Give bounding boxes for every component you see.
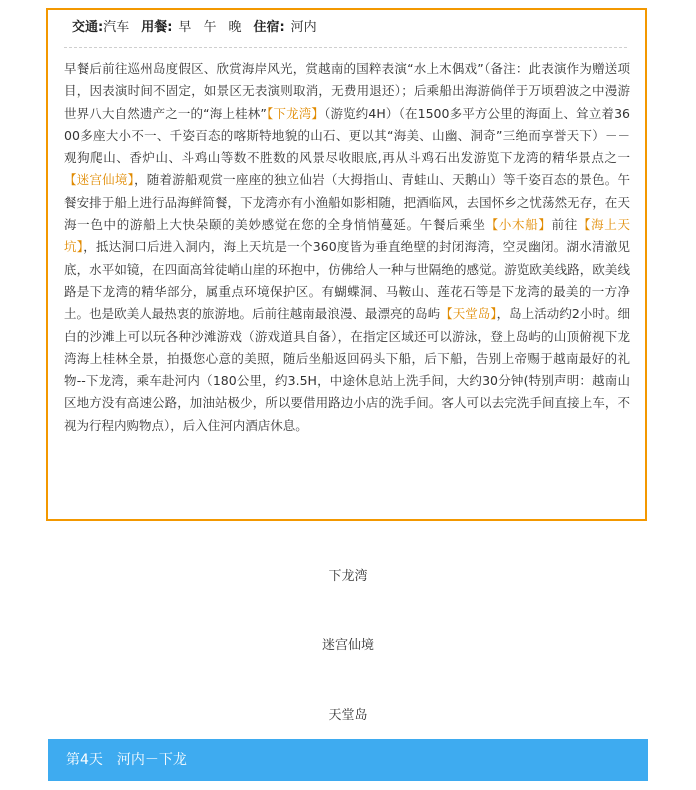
desc-text: （游览约4H）（在1500多平方公里的海面上、耸立着3600多座大小不一、千姿百态的喀斯特地貌的山石、更以其“海美、山幽、洞奇”三绝而享誉天下）－－观狗爬山、香炉山、斗鸡山等数不胜数的风景尽收眼底,再从斗鸡石出发游览下龙湾的精华景点之一 (64, 105, 630, 166)
desc-text: ，随着游船观赏一座座的独立仙岩（大拇指山、青蛙山、天鹅山）等千姿百态的景色。午餐安排于船上进行品海鲜简餐，下龙湾亦有小渔船如影相随，把酒临风，去国怀乡之忧荡然无存，在天海一色中的游船上大快朵颐的美妙感觉在您的全身悄悄蔓延。午餐后乘坐 (64, 172, 630, 233)
transport-label: 交通: (72, 20, 104, 35)
day-4-header[interactable] (48, 739, 648, 781)
day-label: 第4天 (66, 752, 103, 768)
day-info-row (72, 18, 317, 38)
highlight-small-boat: 【小木船】 (485, 217, 552, 233)
meal-breakfast: 早 (178, 20, 192, 35)
desc-text: ，岛上活动约2小时。细白的沙滩上可以玩各种沙滩游戏（游戏道具自备），在指定区域还可以游泳，登上岛屿的山顶俯视下龙湾海上桂林全景，拍摄您心意的美照，随后坐船返回码头下船，后下船，告别上帝赐于越南最好的礼物--下龙湾，乘车赴河内（180公里，约3.5H，中途休息站上洗手间，大约30分钟(特别声明：越南山区地方没有高速公路，加油站极少，所以要借用路边小店的洗手间。客人可以去完洗手间直接上车，不视为行程内购物点），后入住河内酒店休息。 (64, 306, 630, 433)
desc-text: 早餐后前往巡州岛度假区、欣赏海岸风光，赏越南的国粹表演“水上木偶戏”（备注：此表演作为赠送项目，因表演时间不固定，如景区无表演则取消，无费用退还）；后乘船出海游倘佯于万顷碧波之中漫游世界八大自然遗产之一的“海上桂林” (64, 61, 630, 121)
day-detail-box (46, 8, 647, 521)
photo-caption-migong: 迷宫仙境 (321, 638, 374, 653)
itinerary-description (64, 58, 630, 437)
desc-text: ，抵达洞口后进入洞内，海上天坑是一个360度皆为垂直绝壁的封闭海湾，空灵幽闭。湖水清澈见底，水平如镜，在四面高耸徒峭山崖的环抱中，仿佛给人一种与世隔绝的感觉。游览欧美线路，欧美线路是下龙湾的精华部分，属重点环境保护区。有蝴蝶洞、马鞍山、莲花石等是下龙湾的最美的一方净土。也是欧美人最热衷的旅游地。后前往越南最浪漫、最漂亮的岛屿 (64, 239, 630, 322)
meal-lunch: 午 (203, 20, 217, 35)
photo-caption-tiantang: 天堂岛 (328, 708, 368, 723)
meals-label: 用餐: (141, 20, 173, 35)
divider (64, 47, 627, 48)
highlight-tiantang-island: 【天堂岛】 (440, 306, 497, 322)
stay-value: 河内 (290, 20, 317, 35)
highlight-xialongwan: 【下龙湾】 (266, 105, 325, 121)
photo-caption-xialongwan: 下龙湾 (328, 569, 368, 584)
highlight-migong: 【迷宫仙境】 (64, 172, 135, 188)
meal-dinner: 晚 (228, 20, 242, 35)
desc-text: 前往 (551, 217, 578, 233)
day-route: 河内－下龙 (116, 752, 187, 768)
highlight-sea-sinkhole: 【海上天坑】 (64, 217, 630, 255)
transport-value: 汽车 (103, 20, 130, 35)
stay-label: 住宿: (253, 20, 285, 35)
